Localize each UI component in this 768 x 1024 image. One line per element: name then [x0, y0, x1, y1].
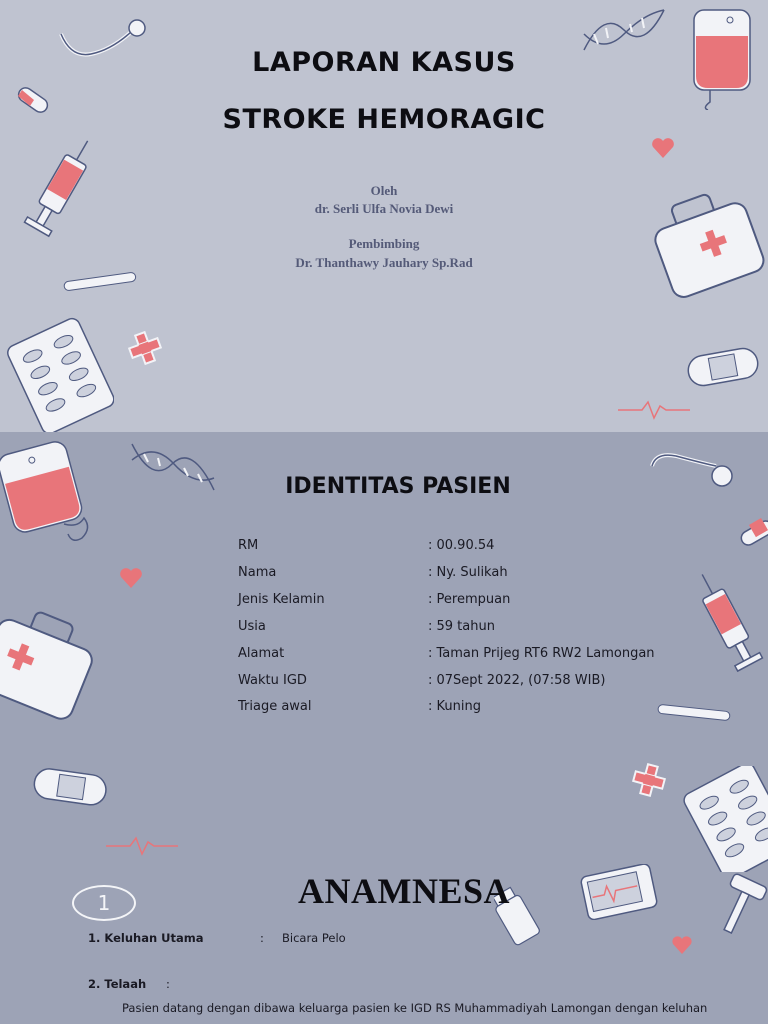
bandage-icon: [684, 344, 762, 390]
cross-icon: [630, 762, 668, 798]
identity-value: : Taman Prijeg RT6 RW2 Lamongan: [428, 646, 655, 661]
identity-label: RM: [238, 538, 259, 553]
identity-value: : 59 tahun: [428, 619, 495, 634]
identity-value: : Ny. Sulikah: [428, 565, 508, 580]
identity-label: Alamat: [238, 646, 285, 661]
telaah-separator: :: [166, 977, 170, 991]
identity-row: [238, 592, 758, 616]
pill-blister-icon: [682, 766, 768, 872]
identity-row: [238, 646, 758, 670]
identity-label: Triage awal: [238, 699, 312, 714]
telaah-text: Pasien datang dengan dibawa keluarga pasien ke IGD RS Muhammadiyah Lamongan dengan keluhan: [122, 1001, 708, 1015]
report-title-line1: LAPORAN KASUS: [252, 47, 516, 78]
monitor-icon: [578, 864, 660, 920]
identity-label: Usia: [238, 619, 266, 634]
oleh-label: Oleh: [370, 183, 398, 198]
heart-icon: [118, 566, 144, 590]
identity-row: [238, 673, 758, 697]
pill-blister-icon: [6, 312, 114, 432]
identity-row: [238, 619, 758, 643]
keluhan-utama-separator: :: [260, 931, 264, 945]
heartbeat-icon: [104, 834, 180, 858]
reflex-hammer-icon: [712, 872, 768, 938]
section-number-badge: 1: [72, 885, 136, 921]
cross-icon: [126, 330, 164, 366]
keluhan-utama-value: Bicara Pelo: [282, 931, 346, 945]
keluhan-utama-label: 1. Keluhan Utama: [88, 931, 204, 945]
telaah-label: 2. Telaah: [88, 977, 147, 991]
title-slide: [0, 0, 768, 432]
identity-label: Waktu IGD: [238, 673, 307, 688]
identity-value: : 07Sept 2022, (07:58 WIB): [428, 673, 606, 688]
content-slide: [0, 432, 768, 1024]
medical-bag-icon: [0, 600, 96, 736]
identity-value: : 00.90.54: [428, 538, 495, 553]
identity-row: [238, 538, 758, 562]
heart-icon: [650, 136, 676, 160]
heartbeat-icon: [616, 398, 692, 422]
report-title-line2: STROKE HEMORAGIC: [222, 104, 546, 135]
identity-row: [238, 699, 758, 723]
identity-label: Nama: [238, 565, 277, 580]
bandage-icon: [30, 764, 112, 812]
author-name: dr. Serli Ulfa Novia Dewi: [314, 201, 454, 216]
identity-label: Jenis Kelamin: [238, 592, 325, 607]
identity-value: : Perempuan: [428, 592, 511, 607]
thermometer-icon: [60, 268, 140, 296]
identitas-heading: IDENTITAS PASIEN: [285, 474, 511, 499]
supervisor-name: Dr. Thanthawy Jauhary Sp.Rad: [295, 255, 473, 270]
identity-row: [238, 565, 758, 589]
anamnesa-heading: ANAMNESA: [298, 871, 511, 911]
pembimbing-label: Pembimbing: [348, 236, 420, 251]
identity-value: : Kuning: [428, 699, 481, 714]
heart-icon: [670, 934, 694, 956]
